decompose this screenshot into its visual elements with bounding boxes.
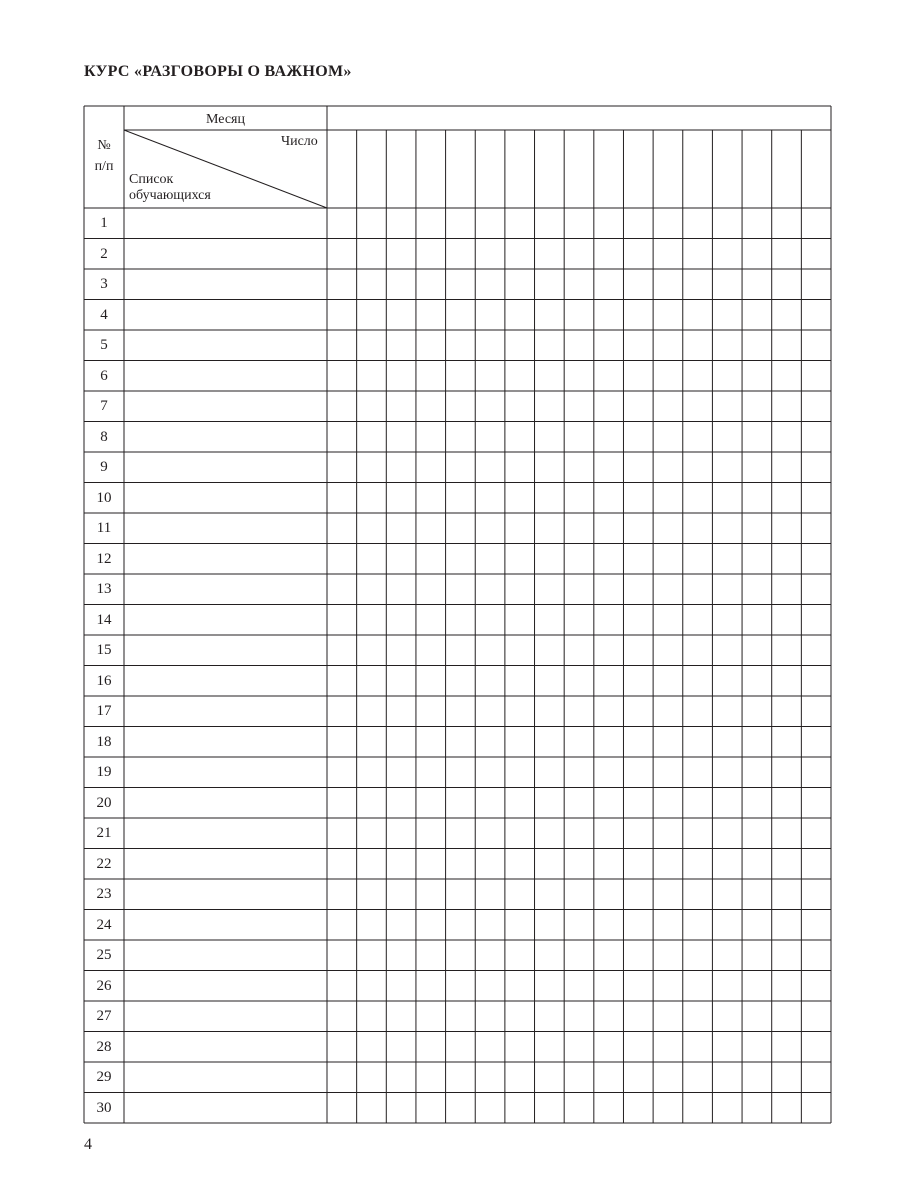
num-header-line2: п/п (94, 159, 114, 174)
page-number: 4 (84, 1136, 92, 1153)
student-list-label (129, 172, 211, 204)
row-number: 29 (96, 1069, 112, 1085)
page-title: КУРС «РАЗГОВОРЫ О ВАЖНОМ» (84, 63, 352, 80)
row-number: 12 (96, 550, 112, 567)
row-number: 7 (100, 398, 108, 414)
row-number: 20 (96, 794, 112, 811)
row-number: 4 (100, 306, 108, 323)
row-number: 5 (100, 337, 108, 353)
row-number: 1 (100, 215, 108, 231)
row-number: 3 (100, 276, 108, 292)
row-number: 14 (96, 611, 112, 628)
row-number: 13 (96, 581, 112, 597)
row-number: 11 (96, 520, 112, 536)
row-number: 28 (96, 1038, 112, 1055)
date-label: Число (281, 134, 318, 149)
student-list-label-line1: Список (129, 172, 174, 187)
row-number: 26 (96, 977, 112, 994)
row-number: 2 (100, 245, 108, 262)
row-number: 22 (96, 855, 112, 872)
table-grid-lines (84, 106, 831, 1123)
month-label: Месяц (206, 112, 245, 127)
row-number: 6 (100, 367, 108, 384)
num-header (84, 138, 124, 175)
row-number: 21 (96, 825, 112, 841)
row-number: 30 (96, 1099, 112, 1116)
attendance-table (84, 106, 831, 1123)
row-number: 24 (96, 916, 112, 933)
row-number: 27 (96, 1008, 112, 1024)
row-number: 16 (96, 672, 112, 689)
row-number: 19 (96, 764, 112, 780)
row-number: 23 (96, 886, 112, 902)
num-header-line1: № (97, 138, 111, 153)
row-number: 15 (96, 642, 112, 658)
row-number: 18 (96, 733, 112, 750)
row-number: 17 (96, 703, 112, 719)
row-number: 10 (96, 489, 112, 506)
row-number: 8 (100, 428, 108, 445)
row-number: 9 (100, 459, 108, 475)
row-number: 25 (96, 947, 112, 963)
student-list-label-line2: обучающихся (129, 188, 211, 203)
